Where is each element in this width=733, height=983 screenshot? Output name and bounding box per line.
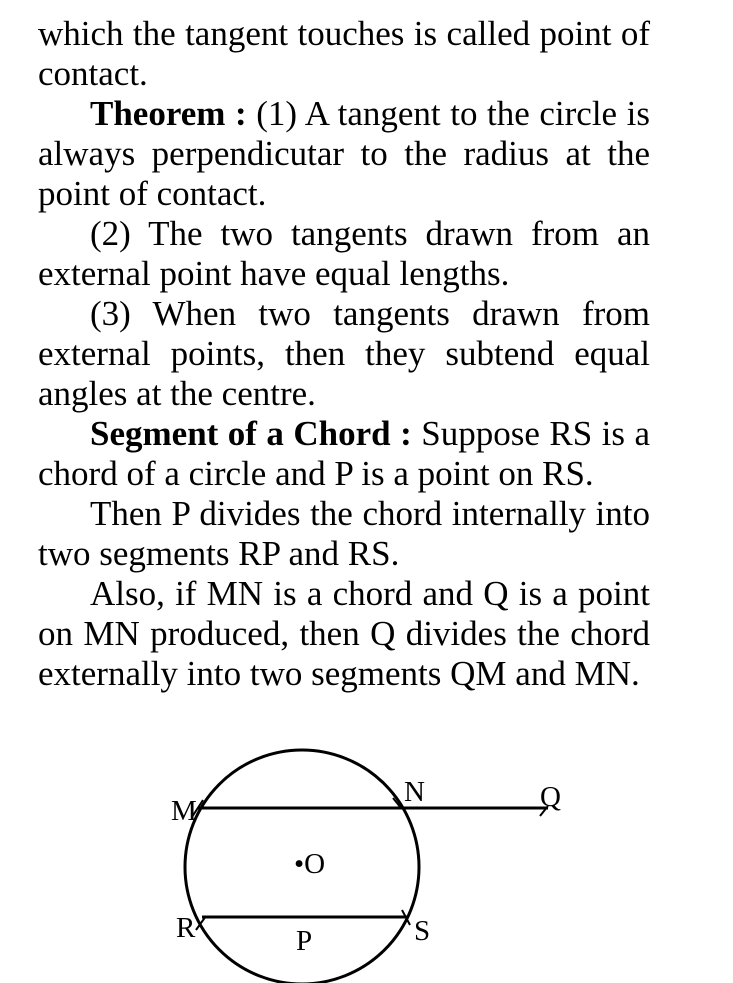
chord-segments-figure [0,740,733,983]
label-m: M [171,795,197,827]
label-p: P [296,925,313,957]
paragraph-internal-division: Then P divides the chord internally into two segments RP and RS. [38,494,650,573]
theorem-heading: Theorem : [90,94,247,133]
paragraph-theorem-3: (3) When two tangents drawn from external points, then they subtend equal angles at the centre. [38,294,650,413]
label-s: S [414,915,431,947]
segment-text: Suppose RS is a chord of a circle and P is a point on RS. [38,414,650,493]
label-n: N [404,776,425,808]
paragraph-segment-of-chord [38,414,650,494]
paragraph-external-division: Also, if MN is a chord and Q is a point on MN produced, then Q divides the chord externally into two segments QM and MN. [38,574,650,693]
segment-heading: Segment of a Chord : [90,414,412,453]
paragraph-theorem-2: (2) The two tangents drawn from an external point have equal lengths. [38,214,650,293]
theorem-1-text: (1) A tangent to the circle is always perpendicutar to the radius at the point of contact. [38,94,650,213]
label-q: Q [540,781,561,813]
text-page [38,14,650,694]
paragraph-point-of-contact: which the tangent touches is called point of contact. [38,14,650,93]
label-centre-o: •O [294,848,326,880]
paragraph-theorem [38,94,650,214]
label-r: R [176,912,196,944]
